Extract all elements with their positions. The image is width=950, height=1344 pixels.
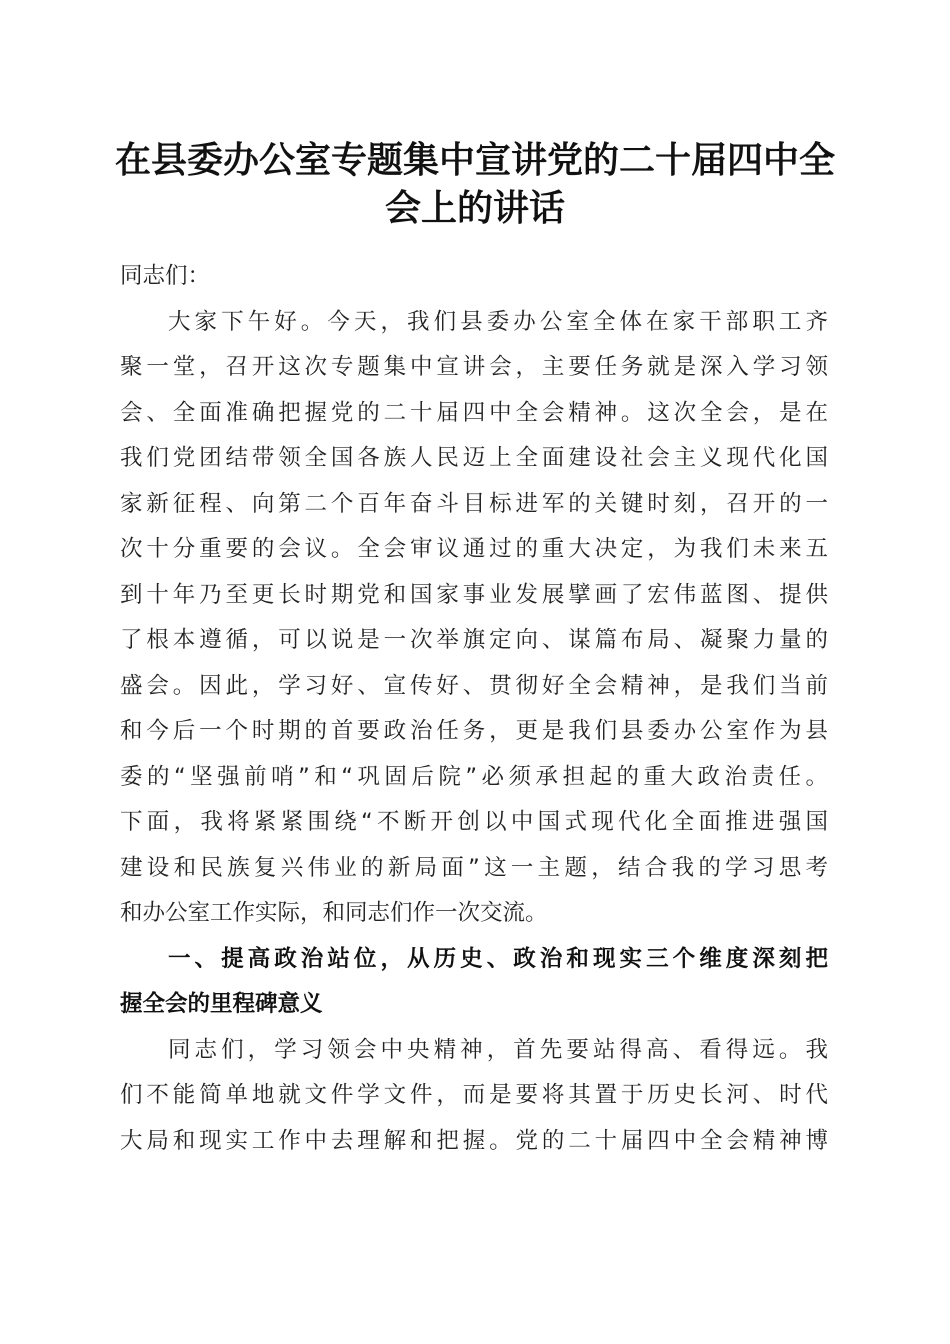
paragraph-line: 家新征程、向第二个百年奋斗目标进军的关键时刻，召开的一 <box>120 490 828 517</box>
paragraph-line: 大家下午好。今天，我们县委办公室全体在家干部职工齐 <box>168 308 828 335</box>
title-line-1: 在县委办公室专题集中宣讲党的二十届四中全 <box>114 139 835 181</box>
paragraph-line: 同志们，学习领会中央精神，首先要站得高、看得远。我 <box>168 1036 828 1063</box>
paragraph-line: 了根本遵循，可以说是一次举旗定向、谋篇布局、凝聚力量的 <box>120 627 828 653</box>
paragraph-line: 大局和现实工作中去理解和把握。党的二十届四中全会精神博 <box>120 1127 828 1154</box>
paragraph-line: 委的“坚强前哨”和“巩固后院”必须承担起的重大政治责任。 <box>120 763 828 790</box>
heading-line: 握全会的里程碑意义 <box>120 991 323 1017</box>
paragraph-line: 下面，我将紧紧围绕“不断开创以中国式现代化全面推进强国 <box>120 809 828 835</box>
title-line-2: 会上的讲话 <box>384 187 565 229</box>
paragraph-line: 建设和民族复兴伟业的新局面”这一主题，结合我的学习思考 <box>120 854 828 881</box>
paragraph-line: 和办公室工作实际，和同志们作一次交流。 <box>120 900 548 926</box>
document-title <box>100 136 850 232</box>
paragraph-line: 们不能简单地就文件学文件，而是要将其置于历史长河、时代 <box>120 1082 828 1108</box>
paragraph-line: 会、全面准确把握党的二十届四中全会精神。这次全会，是在 <box>120 399 828 426</box>
salutation: 同志们： <box>120 263 211 289</box>
paragraph-line: 盛会。因此，学习好、宣传好、贯彻好全会精神，是我们当前 <box>120 672 828 699</box>
paragraph-line: 和今后一个时期的首要政治任务，更是我们县委办公室作为县 <box>120 718 828 744</box>
paragraph-line: 次十分重要的会议。全会审议通过的重大决定，为我们未来五 <box>120 536 828 562</box>
paragraph-line: 我们党团结带领全国各族人民迈上全面建设社会主义现代化国 <box>120 445 828 471</box>
paragraph-1 <box>120 300 828 937</box>
heading-line: 一、提高政治站位，从历史、政治和现实三个维度深刻把 <box>168 945 828 972</box>
paragraph-line: 聚一堂，召开这次专题集中宣讲会，主要任务就是深入学习领 <box>120 354 828 380</box>
document-body <box>120 254 828 1164</box>
paragraph-2 <box>120 1028 828 1165</box>
section-heading-1 <box>120 937 828 1028</box>
paragraph-line: 到十年乃至更长时期党和国家事业发展擘画了宏伟蓝图、提供 <box>120 581 828 608</box>
